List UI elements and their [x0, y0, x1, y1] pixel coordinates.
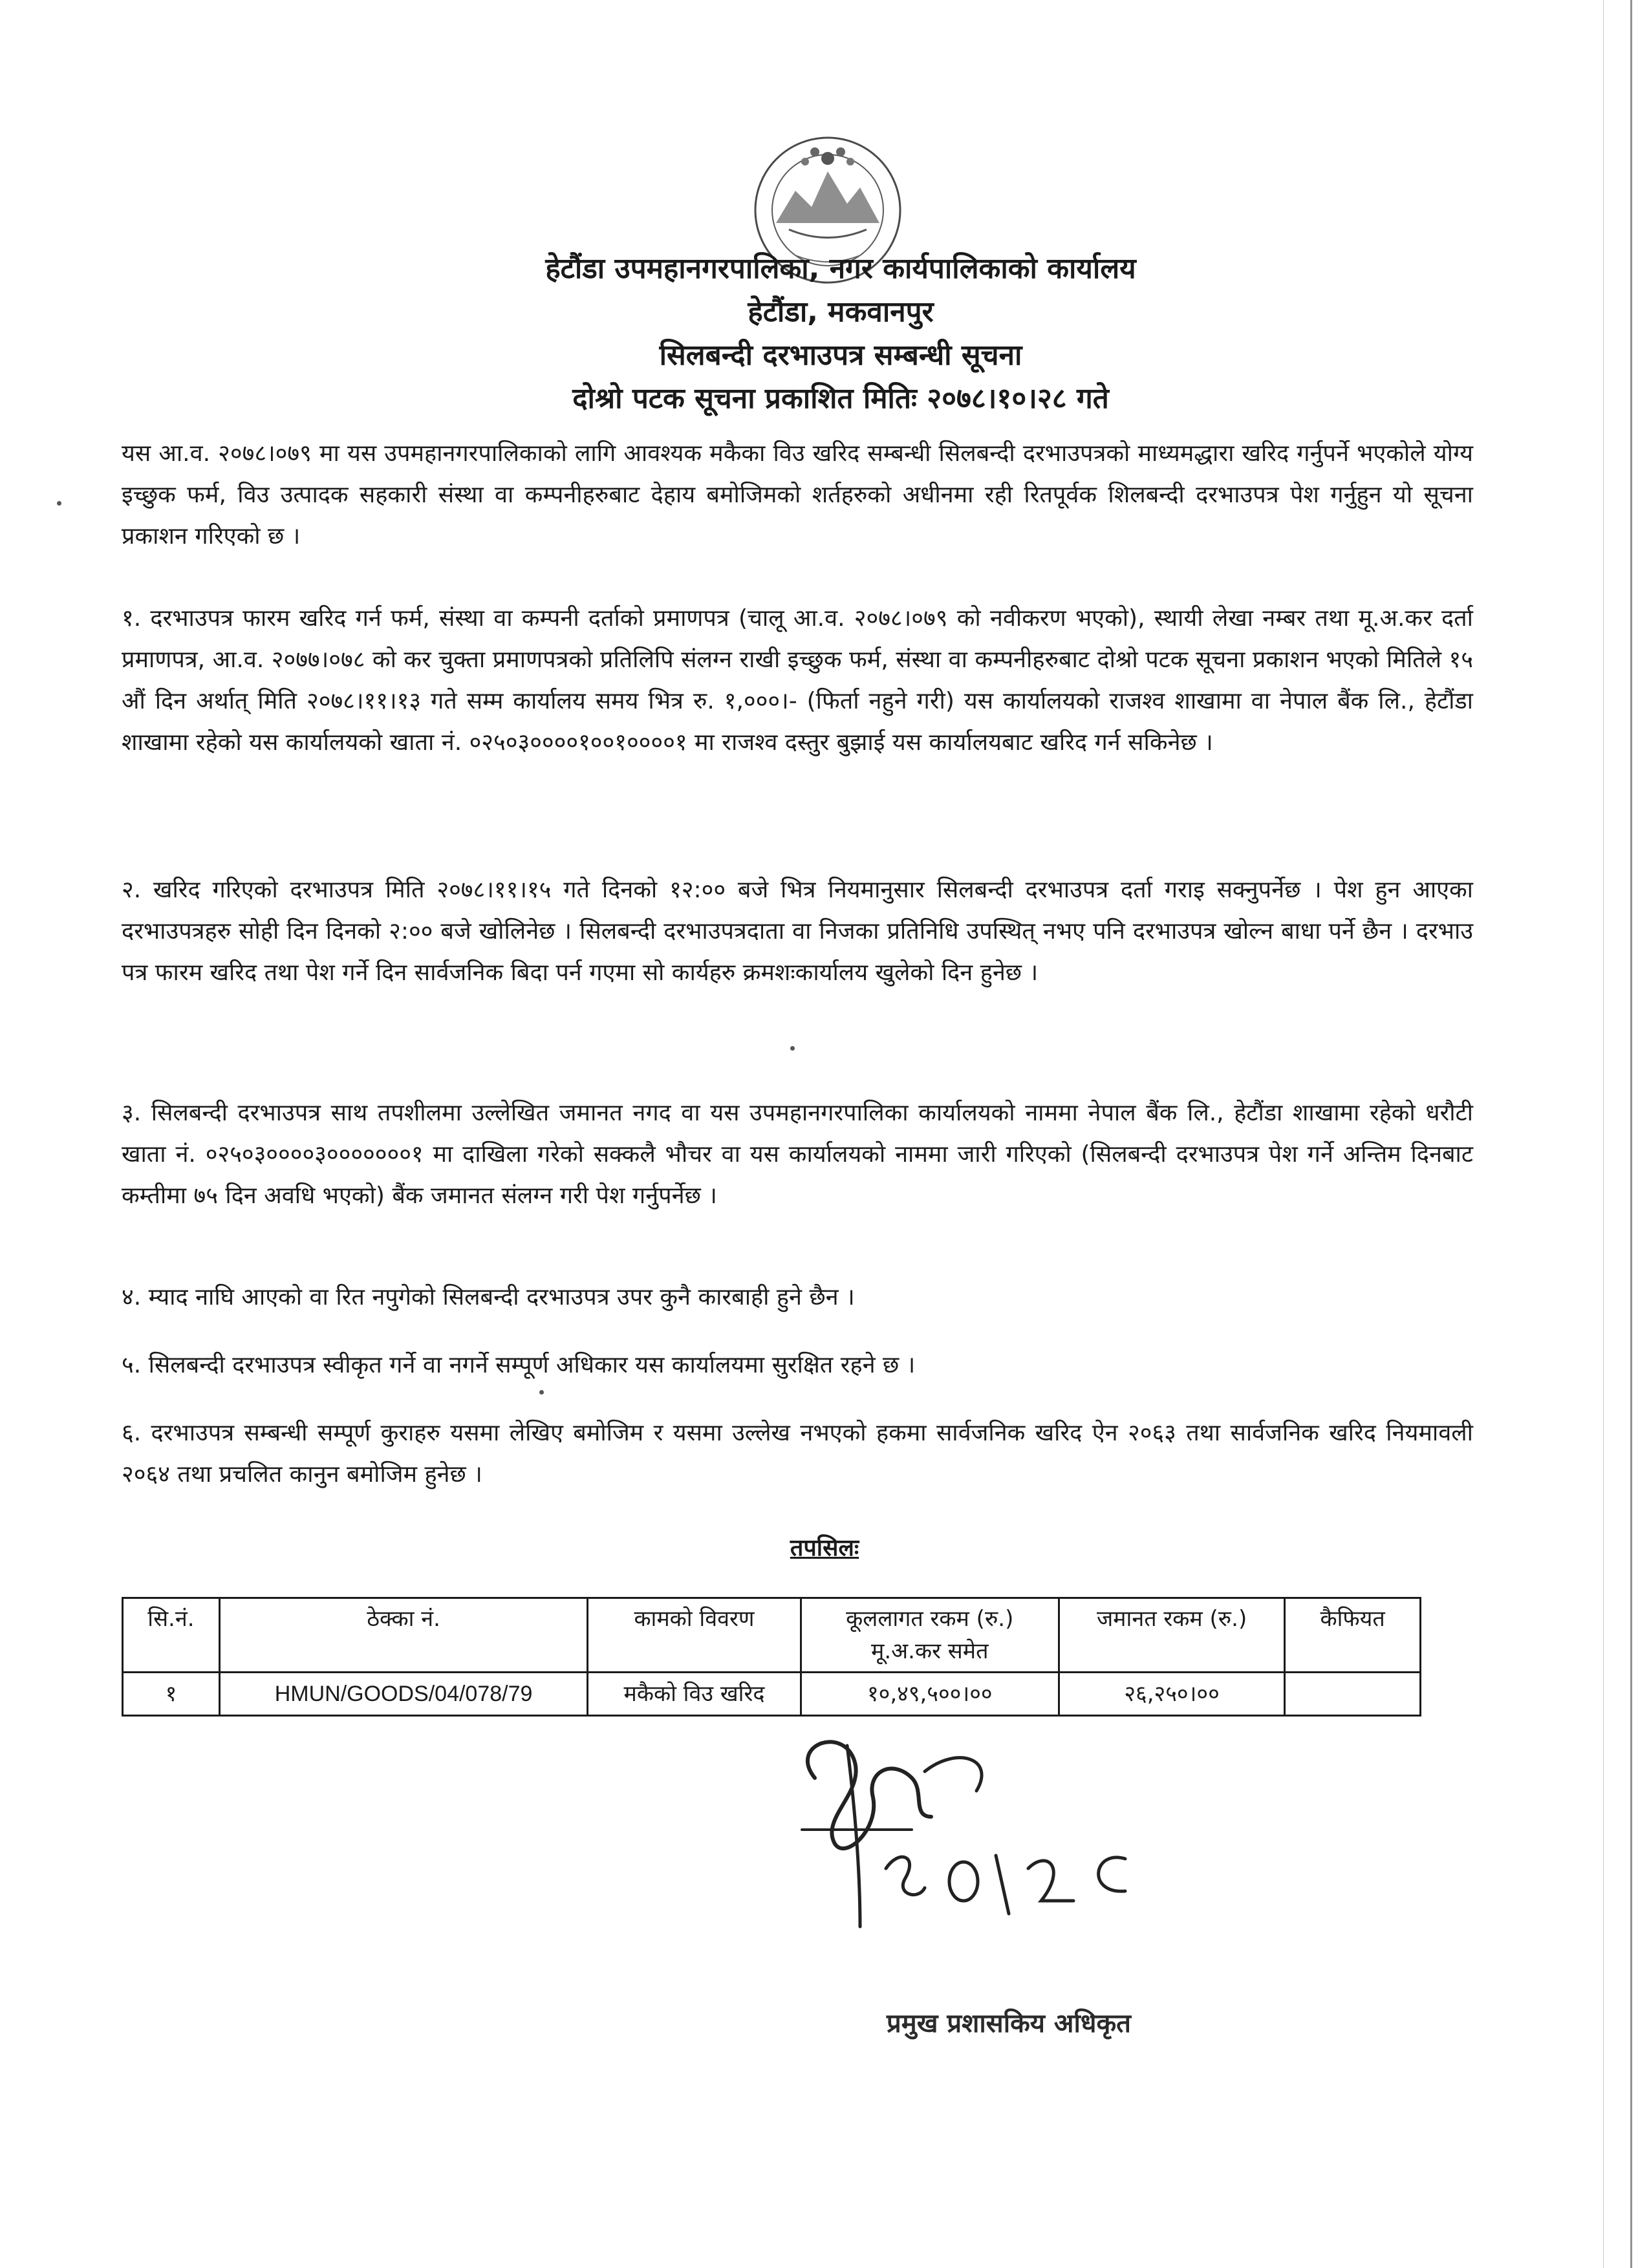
scan-edge-line-inner	[1603, 0, 1604, 2268]
cell-remarks	[1285, 1673, 1421, 1716]
intro-paragraph: यस आ.व. २०७८।०७९ मा यस उपमहानगरपालिकाको लागि आवश्यक मकैका विउ खरिद सम्बन्धी सिलबन्दी दरभाउपत्रको माध्यमद्धारा खरिद गर्नुपर्ने भएकोले योग्य इच्छुक फर्म, विउ उत्पादक सहकारी संस्था वा कम्पनीहरुबाट देहाय बमोजिमको शर्तहरुको अधीनमा रही रितपूर्वक शिलबन्दी दरभाउपत्र पेश गर्नुहुन यो सूचना प्रकाशन गरिएको छ ।	[122, 440, 1473, 550]
scan-speck	[539, 1390, 544, 1395]
cell-total-cost: १०,४९,५००।००	[801, 1673, 1059, 1716]
condition-6: ६. दरभाउपत्र सम्बन्धी सम्पूर्ण कुराहरु यसमा लेखिए बमोजिम र यसमा उल्लेख नभएको हकमा सार्वजनिक खरिद ऐन २०६३ तथा सार्वजनिक खरिद नियमावली २०६४ तथा प्रचलित कानुन बमोजिम हुनेछ ।	[122, 1420, 1473, 1488]
cell-security-amount: २६,२५०।००	[1059, 1673, 1284, 1716]
signature-image	[763, 1720, 1164, 1991]
condition-4: ४. म्याद नाघि आएको वा रित नपुगेको सिलबन्दी दरभाउपत्र उपर कुनै कारबाही हुने छैन ।	[122, 1284, 855, 1311]
column-header-sn: सि.नं.	[123, 1598, 220, 1673]
total-cost-label: कूललागत रकम (रु.)	[846, 1606, 1014, 1632]
condition-5: ५. सिलबन्दी दरभाउपत्र स्वीकृत गर्ने वा नगर्ने सम्पूर्ण अधिकार यस कार्यालयमा सुरक्षित रहने छ ।	[122, 1352, 916, 1378]
condition-3: ३. सिलबन्दी दरभाउपत्र साथ तपशीलमा उल्लेखित जमानत नगद वा यस उपमहानगरपालिका कार्यालयको नाममा नेपाल बैंक लि., हेटौंडा शाखामा रहेको धरौटी खाता नं. ०२५०३००००३०००००००१ मा दाखिला गरेको सक्कलै भौचर वा यस कार्यालयको नाममा जारी गरिएको (सिलबन्दी दरभाउपत्र पेश गर्ने अन्तिम दिनबाट कम्तीमा ७५ दिन अवधि भएको) बैंक जमानत संलग्न गरी पेश गर्नुपर्नेछ ।	[122, 1100, 1473, 1209]
condition-2: २. खरिद गरिएको दरभाउपत्र मिति २०७८।११।१५ गते दिनको १२:०० बजे भित्र नियमानुसार सिलबन्दी दरभाउपत्र दर्ता गराइ सक्नुपर्नेछ । पेश हुन आएका दरभाउपत्रहरु सोही दिन दिनको २:०० बजे खोलिनेछ । सिलबन्दी दरभाउपत्रदाता वा निजका प्रतिनिधि उपस्थित् नभए पनि दरभाउपत्र खोल्न बाधा पर्ने छैन । दरभाउ पत्र फारम खरिद तथा पेश गर्ने दिन सार्वजनिक बिदा पर्न गएमा सो कार्यहरु क्रमशःकार्यालय खुलेको दिन हुनेछ ।	[122, 877, 1473, 986]
schedule-heading: तपसिलः	[790, 1535, 859, 1561]
column-header-remarks: कैफियत	[1285, 1598, 1421, 1673]
scan-speck	[790, 1046, 795, 1051]
schedule-table	[122, 1597, 1421, 1717]
office-address: हेटौंडा, मकवानपुर	[748, 295, 934, 328]
cell-description: मकैको विउ खरिद	[588, 1673, 801, 1716]
column-header-description: कामको विवरण	[588, 1598, 801, 1673]
column-header-total-cost	[801, 1598, 1059, 1673]
column-header-contract-no: ठेक्का नं.	[219, 1598, 588, 1673]
publication-date-line: दोश्रो पटक सूचना प्रकाशित मितिः २०७८।१०।२८ गते	[572, 382, 1109, 415]
notice-title: सिलबन्दी दरभाउपत्र सम्बन्धी सूचना	[659, 339, 1022, 372]
office-name: हेटौंडा उपमहानगरपालिका, नगर कार्यपालिकाको कार्यालय	[545, 252, 1136, 285]
cell-contract-no: HMUN/GOODS/04/078/79	[219, 1673, 588, 1716]
condition-1: १. दरभाउपत्र फारम खरिद गर्न फर्म, संस्था वा कम्पनी दर्ताको प्रमाणपत्र (चालू आ.व. २०७८।०७९ को नवीकरण भएको), स्थायी लेखा नम्बर तथा मू.अ.कर दर्ता प्रमाणपत्र, आ.व. २०७७।०७८ को कर चुक्ता प्रमाणपत्रको प्रतिलिपि संलग्न राखी इच्छुक फर्म, संस्था वा कम्पनीहरुबाट दोश्रो पटक सूचना प्रकाशन भएको मितिले १५ औं दिन अर्थात् मिति २०७८।११।१३ गते सम्म कार्यालय समय भित्र रु. १,०००।- (फिर्ता नहुने गरी) यस कार्यालयको राजश्व शाखामा वा नेपाल बैंक लि., हेटौंडा शाखामा रहेको यस कार्यालयको खाता नं. ०२५०३००००१००१००००१ मा राजश्व दस्तुर बुझाई यस कार्यालयबाट खरिद गर्न सकिनेछ ।	[122, 605, 1473, 756]
scan-speck	[57, 501, 61, 506]
table-header-row	[123, 1598, 1421, 1673]
scan-edge-line	[1630, 0, 1632, 2268]
column-header-security-amount: जमानत रकम (रु.)	[1059, 1598, 1284, 1673]
table-row	[123, 1673, 1421, 1716]
cell-sn: १	[123, 1673, 220, 1716]
signatory-title: प्रमुख प्रशासकिय अधिकृत	[887, 2009, 1131, 2038]
total-cost-sublabel: मू.अ.कर समेत	[871, 1638, 989, 1664]
